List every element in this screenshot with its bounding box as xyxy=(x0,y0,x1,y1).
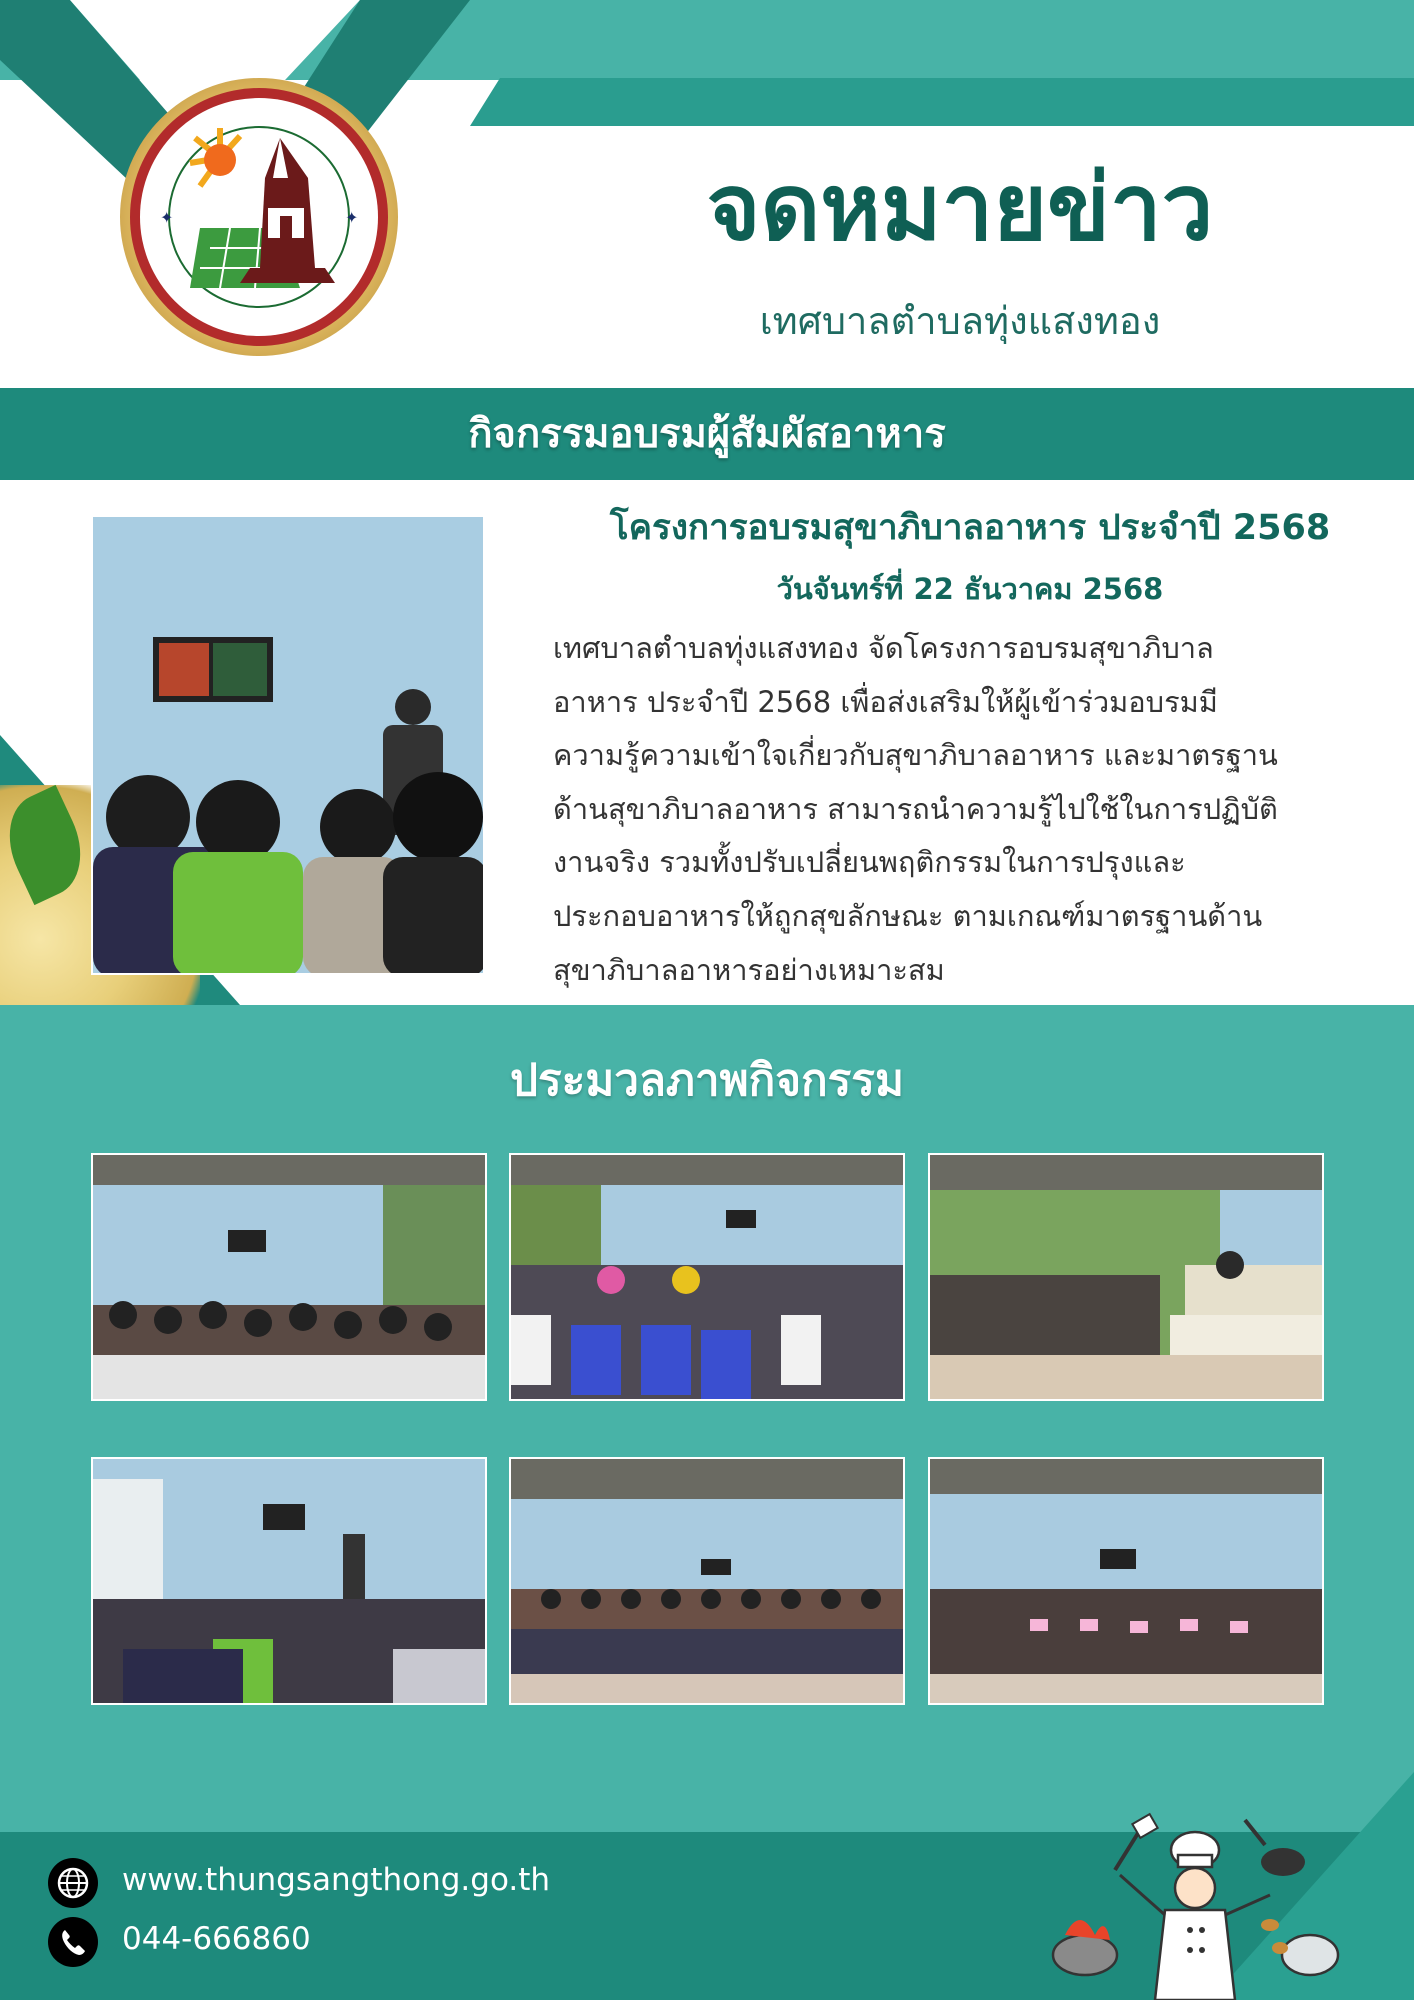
gallery-photo-6 xyxy=(928,1457,1324,1705)
news-line: อาหาร ประจำปี 2568 เพื่อส่งเสริมให้ผู้เข้าร่วมอบรมมี xyxy=(553,684,1218,719)
gallery-photo-2 xyxy=(509,1153,905,1401)
gallery-photo-1 xyxy=(91,1153,487,1401)
svg-text:✦: ✦ xyxy=(345,208,359,227)
section-title: กิจกรรมอบรมผู้สัมผัสอาหาร xyxy=(468,411,946,457)
phone-number[interactable]: 044-666860 xyxy=(122,1921,311,1957)
news-line: ด้านสุขาภิบาลอาหาร สามารถนำความรู้ไปใช้ในการปฏิบัติ xyxy=(553,791,1278,826)
training-main-photo xyxy=(91,515,485,975)
news-line: เทศบาลตำบลทุ่งแสงทอง จัดโครงการอบรมสุขาภิบาล xyxy=(553,631,1214,665)
globe-icon xyxy=(48,1858,98,1908)
municipality-seal-icon xyxy=(120,78,398,356)
news-date: วันจันทร์ที่ 22 ธันวาคม 2568 xyxy=(776,572,1164,606)
news-line: งานจริง รวมทั้งปรับเปลี่ยนพฤติกรรมในการปรุงและ xyxy=(553,845,1186,880)
news-heading: โครงการอบรมสุขาภิบาลอาหาร ประจำปี 2568 xyxy=(609,508,1331,548)
svg-text:✦: ✦ xyxy=(160,208,174,227)
newsletter-title: จดหมายข่าว xyxy=(706,154,1214,261)
news-body xyxy=(553,622,1353,997)
news-line: สุขาภิบาลอาหารอย่างเหมาะสม xyxy=(553,952,945,987)
phone-icon xyxy=(48,1917,98,1967)
gallery-section xyxy=(0,1005,1414,1835)
news-line: ประกอบอาหารให้ถูกสุขลักษณะ ตามเกณฑ์มาตรฐานด้าน xyxy=(553,898,1263,933)
website-link[interactable]: www.thungsangthong.go.th xyxy=(122,1862,551,1898)
gallery-photo-4 xyxy=(91,1457,487,1705)
gallery-photo-5 xyxy=(509,1457,905,1705)
chef-illustration xyxy=(1040,1800,1360,2000)
section-title-bar xyxy=(0,388,1414,480)
gallery-photo-3 xyxy=(928,1153,1324,1401)
gallery-title: ประมวลภาพกิจกรรม xyxy=(510,1055,904,1106)
news-line: ความรู้ความเข้าใจเกี่ยวกับสุขาภิบาลอาหาร และมาตรฐาน xyxy=(553,738,1278,773)
newsletter-subtitle: เทศบาลตำบลทุ่งแสงทอง xyxy=(759,299,1161,343)
